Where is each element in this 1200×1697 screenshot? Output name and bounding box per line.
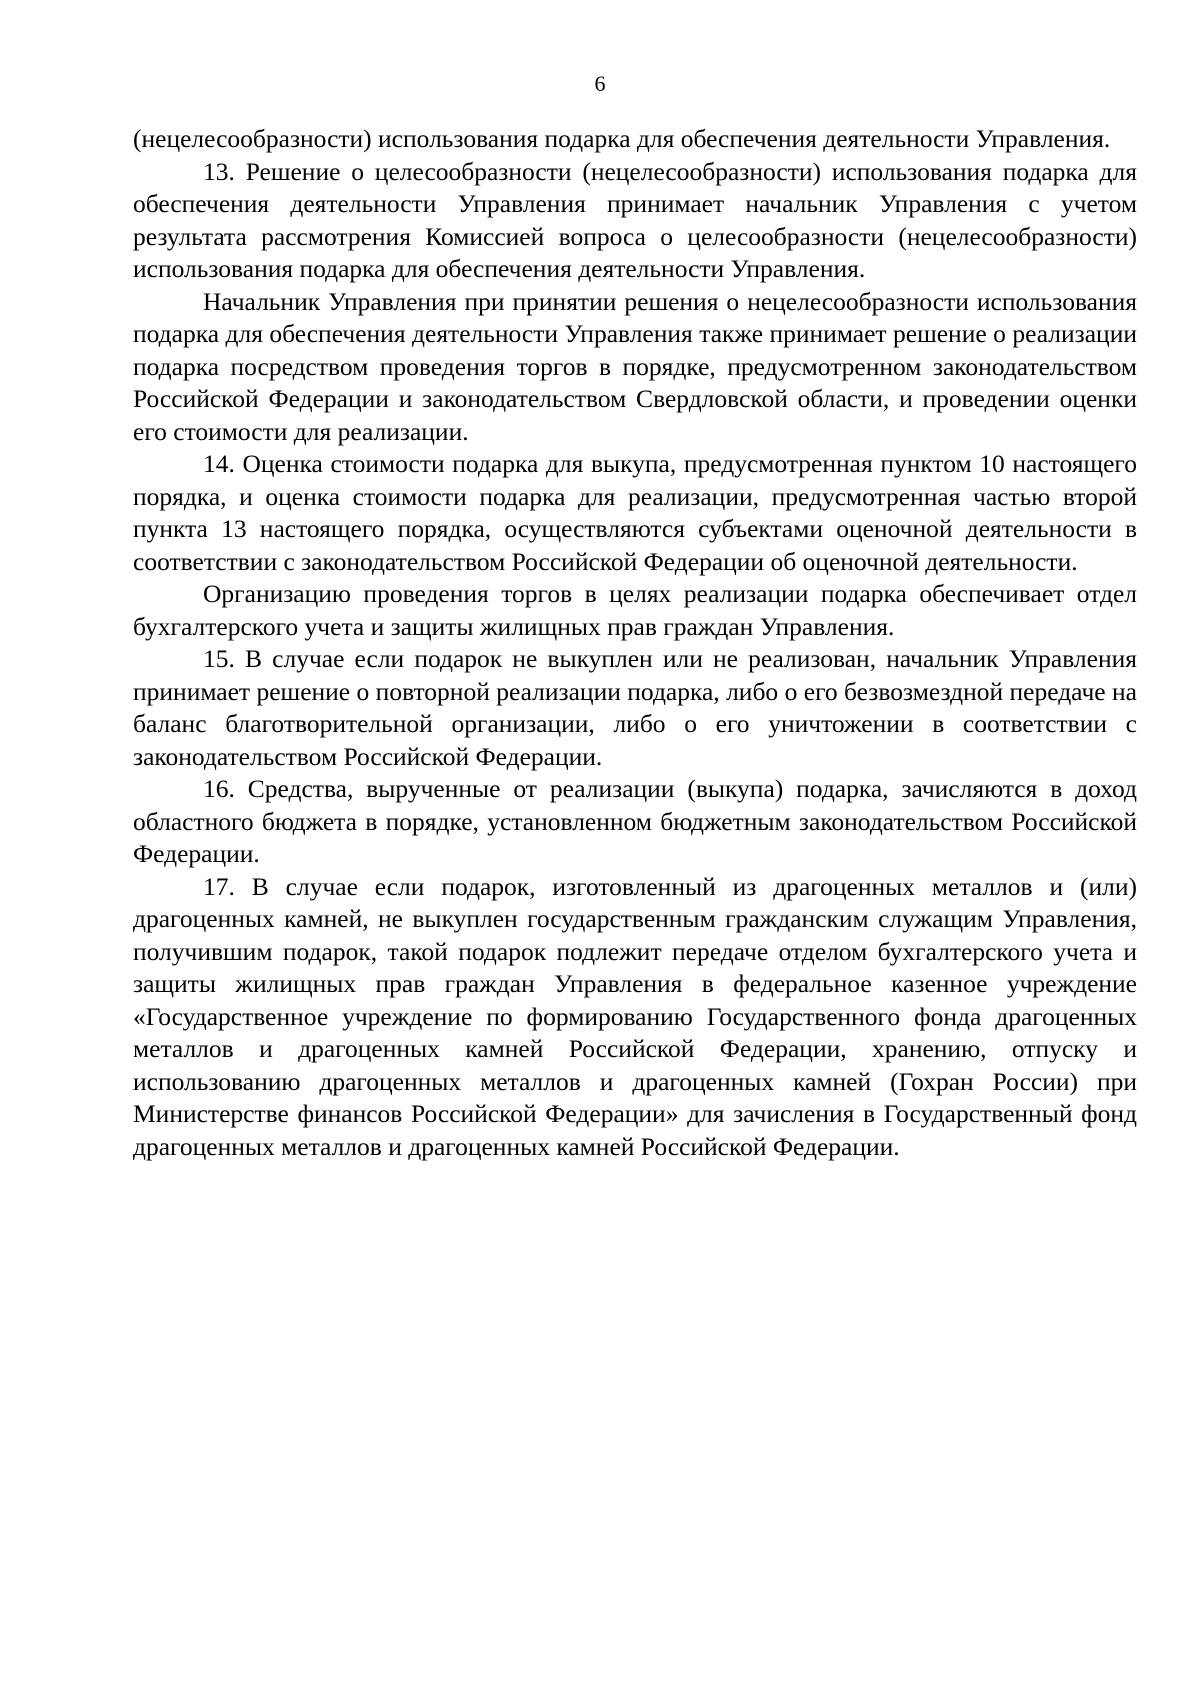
document-body: [133, 123, 1137, 1163]
paragraph-item-13-part-2: Начальник Управления при принятии решения о нецелесообразности использования подарка для обеспечения деятельности Управления также принимает решение о реализации подарка посредством проведения торгов в порядке, предусмотренном законодательством Российской Федерации и законодательством Свердловской области, и проведении оценки его стоимости для реализации.: [133, 286, 1137, 446]
paragraph-continuation: (нецелесообразности) использования подарка для обеспечения деятельности Управления.: [133, 124, 1111, 153]
paragraph-item-15: 15. В случае если подарок не выкуплен или не реализован, начальник Управления принимает решение о повторной реализации подарка, либо о его безвозмездной передаче на баланс благотворительной организации, либо о его уничтожении в соответствии с законодательством Российской Федерации.: [133, 644, 1137, 771]
paragraph-item-17: 17. В случае если подарок, изготовленный из драгоценных металлов и (или) драгоценных камней, не выкуплен государственным гражданским служащим Управления, получившим подарок, такой подарок подлежит передаче отделом бухгалтерского учета и защиты жилищных прав граждан Управления в федеральное казенное учреждение «Государственное учреждение по формированию Государственного фонда драгоценных металлов и драгоценных камней Российской Федерации, хранению, отпуску и использованию драгоценных металлов и драгоценных камней (Гохран России) при Министерстве финансов Российской Федерации» для зачисления в Государственный фонд драгоценных металлов и драгоценных камней Российской Федерации.: [133, 871, 1137, 1161]
paragraph-item-14-part-2: Организацию проведения торгов в целях реализации подарка обеспечивает отдел бухгалтерского учета и защиты жилищных прав граждан Управления.: [133, 579, 1137, 641]
paragraph-item-14: 14. Оценка стоимости подарка для выкупа, предусмотренная пунктом 10 настоящего порядка, и оценка стоимости подарка для реализации, предусмотренная частью второй пункта 13 настоящего порядка, осуществляются субъектами оценочной деятельности в соответствии с законодательством Российской Федерации об оценочной деятельности.: [133, 449, 1137, 576]
page-number: 6: [594, 71, 606, 96]
paragraph-item-16: 16. Средства, вырученные от реализации (выкупа) подарка, зачисляются в доход областного бюджета в порядке, установленном бюджетным законодательством Российской Федерации.: [133, 774, 1137, 868]
paragraph-item-13: 13. Решение о целесообразности (нецелесообразности) использования подарка для обеспечения деятельности Управления принимает начальник Управления с учетом результата рассмотрения Комиссией вопроса о целесообразности (нецелесообразности) использования подарка для обеспечения деятельности Управления.: [133, 156, 1137, 283]
